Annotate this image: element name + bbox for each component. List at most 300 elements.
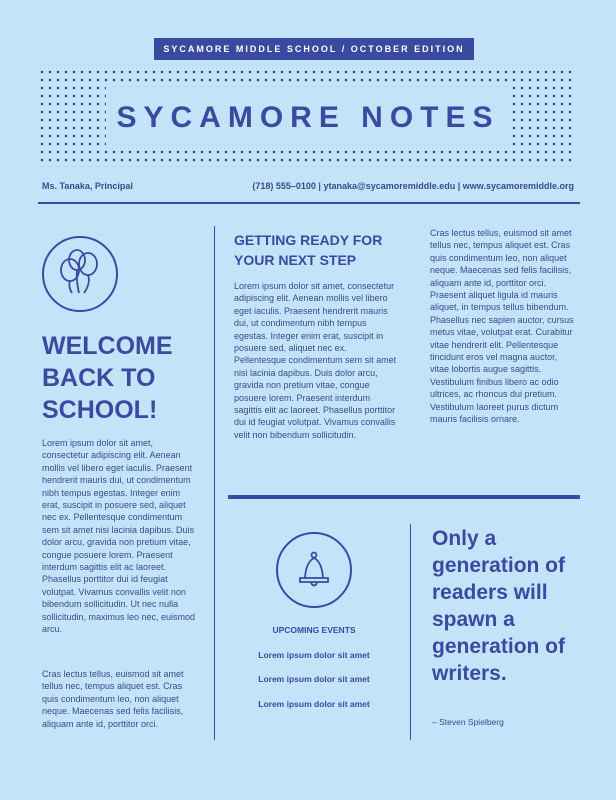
balloons-icon bbox=[55, 248, 105, 300]
pattern-dot bbox=[73, 71, 76, 74]
pattern-dot bbox=[513, 79, 516, 82]
column-divider-right bbox=[410, 524, 411, 740]
pattern-dot bbox=[81, 143, 84, 146]
pattern-dot bbox=[457, 159, 460, 162]
pattern-dot bbox=[513, 151, 516, 154]
pattern-dot bbox=[145, 151, 148, 154]
pattern-dot bbox=[521, 135, 524, 138]
pattern-dot bbox=[505, 79, 508, 82]
pattern-dot bbox=[97, 143, 100, 146]
pattern-dot bbox=[553, 111, 556, 114]
pattern-dot bbox=[377, 159, 380, 162]
pattern-dot bbox=[49, 95, 52, 98]
pattern-dot bbox=[505, 159, 508, 162]
pattern-dot bbox=[329, 79, 332, 82]
pattern-dot bbox=[561, 71, 564, 74]
pattern-dot bbox=[289, 159, 292, 162]
pattern-dot bbox=[81, 159, 84, 162]
pattern-dot bbox=[137, 71, 140, 74]
pattern-dot bbox=[329, 151, 332, 154]
event-item: Lorem ipsum dolor sit amet bbox=[258, 674, 370, 684]
pattern-dot bbox=[57, 159, 60, 162]
pattern-dot bbox=[233, 159, 236, 162]
pattern-dot bbox=[561, 135, 564, 138]
pattern-dot bbox=[105, 79, 108, 82]
pattern-dot bbox=[377, 79, 380, 82]
pattern-dot bbox=[65, 111, 68, 114]
pattern-dot bbox=[465, 79, 468, 82]
pattern-dot bbox=[569, 103, 572, 106]
pattern-dot bbox=[537, 103, 540, 106]
pattern-dot bbox=[257, 71, 260, 74]
contact-row bbox=[42, 181, 574, 195]
pattern-dot bbox=[97, 103, 100, 106]
pattern-dot bbox=[369, 159, 372, 162]
pattern-dot bbox=[57, 87, 60, 90]
pattern-dot bbox=[41, 95, 44, 98]
pattern-dot bbox=[201, 159, 204, 162]
pattern-dot bbox=[129, 79, 132, 82]
pattern-dot bbox=[561, 159, 564, 162]
bell-icon-circle bbox=[276, 532, 352, 608]
pattern-dot bbox=[257, 151, 260, 154]
pattern-dot bbox=[545, 71, 548, 74]
pattern-dot bbox=[97, 135, 100, 138]
pattern-dot bbox=[161, 159, 164, 162]
pattern-dot bbox=[89, 127, 92, 130]
pattern-dot bbox=[529, 95, 532, 98]
pattern-dot bbox=[297, 151, 300, 154]
pattern-dot bbox=[41, 79, 44, 82]
pattern-dot bbox=[217, 159, 220, 162]
pattern-dot bbox=[233, 79, 236, 82]
pattern-dot bbox=[417, 79, 420, 82]
pattern-dot bbox=[161, 151, 164, 154]
pattern-dot bbox=[473, 79, 476, 82]
pattern-dot bbox=[529, 87, 532, 90]
pattern-dot bbox=[569, 95, 572, 98]
pattern-dot bbox=[537, 79, 540, 82]
pattern-dot bbox=[417, 71, 420, 74]
pattern-dot bbox=[137, 79, 140, 82]
pattern-dot bbox=[401, 71, 404, 74]
pattern-dot bbox=[249, 151, 252, 154]
pattern-dot bbox=[521, 159, 524, 162]
pattern-dot bbox=[569, 143, 572, 146]
pattern-dot bbox=[121, 159, 124, 162]
pattern-dot bbox=[393, 151, 396, 154]
pattern-dot bbox=[121, 71, 124, 74]
pattern-dot bbox=[81, 79, 84, 82]
pattern-dot bbox=[553, 95, 556, 98]
pattern-dot bbox=[145, 159, 148, 162]
pattern-dot bbox=[393, 79, 396, 82]
pattern-dot bbox=[545, 151, 548, 154]
pattern-dot bbox=[361, 159, 364, 162]
pattern-dot bbox=[81, 95, 84, 98]
pattern-dot bbox=[497, 151, 500, 154]
pattern-dot bbox=[97, 127, 100, 130]
pattern-dot bbox=[337, 71, 340, 74]
pattern-dot bbox=[505, 151, 508, 154]
pattern-dot bbox=[57, 151, 60, 154]
pattern-dot bbox=[49, 151, 52, 154]
pattern-dot bbox=[385, 159, 388, 162]
pattern-dot bbox=[537, 151, 540, 154]
pattern-dot bbox=[337, 151, 340, 154]
pattern-dot bbox=[89, 135, 92, 138]
pattern-dot bbox=[65, 119, 68, 122]
pattern-dot bbox=[457, 151, 460, 154]
pattern-dot bbox=[113, 151, 116, 154]
pattern-dot bbox=[545, 95, 548, 98]
pattern-dot bbox=[553, 127, 556, 130]
pattern-dot bbox=[41, 111, 44, 114]
pattern-dot bbox=[305, 71, 308, 74]
pattern-dot bbox=[521, 111, 524, 114]
pattern-dot bbox=[73, 119, 76, 122]
pattern-dot bbox=[89, 71, 92, 74]
pattern-dot bbox=[201, 71, 204, 74]
pattern-dot bbox=[233, 151, 236, 154]
pattern-dot bbox=[505, 71, 508, 74]
pattern-dot bbox=[481, 159, 484, 162]
pattern-dot bbox=[329, 159, 332, 162]
pattern-dot bbox=[57, 103, 60, 106]
pattern-dot bbox=[129, 71, 132, 74]
pattern-dot bbox=[57, 119, 60, 122]
pattern-dot bbox=[137, 151, 140, 154]
pattern-dot bbox=[97, 151, 100, 154]
pattern-dot bbox=[313, 71, 316, 74]
pattern-dot bbox=[553, 119, 556, 122]
pattern-dot bbox=[193, 71, 196, 74]
pattern-dot bbox=[289, 71, 292, 74]
pattern-dot bbox=[457, 71, 460, 74]
pattern-dot bbox=[441, 71, 444, 74]
pattern-dot bbox=[297, 159, 300, 162]
pattern-dot bbox=[257, 79, 260, 82]
pattern-dot bbox=[281, 159, 284, 162]
pattern-dot bbox=[73, 79, 76, 82]
pattern-dot bbox=[409, 151, 412, 154]
pattern-dot bbox=[513, 135, 516, 138]
pattern-dot bbox=[225, 159, 228, 162]
pattern-dot bbox=[401, 151, 404, 154]
pattern-dot bbox=[49, 87, 52, 90]
pattern-dot bbox=[81, 135, 84, 138]
pattern-dot bbox=[409, 71, 412, 74]
pattern-dot bbox=[73, 127, 76, 130]
pattern-dot bbox=[361, 71, 364, 74]
pattern-dot bbox=[513, 87, 516, 90]
pattern-dot bbox=[385, 71, 388, 74]
balloons-icon-circle bbox=[42, 236, 118, 312]
pattern-dot bbox=[537, 119, 540, 122]
pattern-dot bbox=[241, 71, 244, 74]
pattern-dot bbox=[473, 151, 476, 154]
pattern-dot bbox=[345, 71, 348, 74]
pattern-dot bbox=[97, 87, 100, 90]
pattern-dot bbox=[521, 103, 524, 106]
pattern-dot bbox=[569, 111, 572, 114]
pull-quote: Only a generation of readers will spawn a generation of writers. bbox=[432, 527, 566, 685]
pattern-dot bbox=[177, 79, 180, 82]
welcome-heading: WELCOME BACK TO SCHOOL! bbox=[42, 332, 173, 424]
quote-author: – Steven Spielberg bbox=[432, 717, 504, 727]
pattern-dot bbox=[425, 79, 428, 82]
pattern-dot bbox=[137, 159, 140, 162]
pattern-dot bbox=[89, 111, 92, 114]
edition-banner: SYCAMORE MIDDLE SCHOOL / OCTOBER EDITION bbox=[154, 38, 474, 60]
pattern-dot bbox=[561, 87, 564, 90]
pattern-dot bbox=[73, 151, 76, 154]
pattern-dot bbox=[345, 79, 348, 82]
pattern-dot bbox=[561, 111, 564, 114]
pattern-dot bbox=[513, 71, 516, 74]
pattern-dot bbox=[513, 103, 516, 106]
pattern-dot bbox=[385, 151, 388, 154]
pattern-dot bbox=[553, 87, 556, 90]
pattern-dot bbox=[513, 119, 516, 122]
pattern-dot bbox=[57, 79, 60, 82]
event-item: Lorem ipsum dolor sit amet bbox=[258, 699, 370, 709]
pattern-dot bbox=[377, 71, 380, 74]
pattern-dot bbox=[305, 79, 308, 82]
pattern-dot bbox=[529, 159, 532, 162]
pattern-dot bbox=[97, 95, 100, 98]
pattern-dot bbox=[537, 135, 540, 138]
pattern-dot bbox=[265, 71, 268, 74]
pattern-dot bbox=[57, 95, 60, 98]
pattern-dot bbox=[513, 159, 516, 162]
pattern-dot bbox=[153, 71, 156, 74]
events-title: UPCOMING EVENTS bbox=[272, 625, 356, 635]
pattern-dot bbox=[569, 151, 572, 154]
pattern-dot bbox=[97, 119, 100, 122]
pattern-dot bbox=[73, 111, 76, 114]
pattern-dot bbox=[449, 79, 452, 82]
pattern-dot bbox=[569, 87, 572, 90]
pattern-dot bbox=[225, 79, 228, 82]
pattern-dot bbox=[273, 79, 276, 82]
pattern-dot bbox=[97, 79, 100, 82]
pattern-dot bbox=[361, 79, 364, 82]
pattern-dot bbox=[537, 95, 540, 98]
pattern-dot bbox=[89, 159, 92, 162]
pattern-dot bbox=[193, 159, 196, 162]
pattern-dot bbox=[257, 159, 260, 162]
pattern-dot bbox=[57, 143, 60, 146]
pattern-dot bbox=[41, 159, 44, 162]
pattern-dot bbox=[473, 71, 476, 74]
pattern-dot bbox=[201, 79, 204, 82]
pattern-dot bbox=[441, 159, 444, 162]
pattern-dot bbox=[561, 151, 564, 154]
pattern-dot bbox=[169, 79, 172, 82]
bell-icon bbox=[292, 548, 336, 592]
pattern-dot bbox=[217, 151, 220, 154]
pattern-dot bbox=[81, 119, 84, 122]
pattern-dot bbox=[513, 111, 516, 114]
pattern-dot bbox=[569, 71, 572, 74]
pattern-dot bbox=[209, 79, 212, 82]
section-divider bbox=[228, 495, 580, 499]
pattern-dot bbox=[561, 143, 564, 146]
pattern-dot bbox=[49, 127, 52, 130]
pattern-dot bbox=[145, 71, 148, 74]
pattern-dot bbox=[569, 127, 572, 130]
pattern-dot bbox=[185, 151, 188, 154]
pattern-dot bbox=[193, 151, 196, 154]
pattern-dot bbox=[169, 151, 172, 154]
pattern-dot bbox=[537, 71, 540, 74]
pattern-dot bbox=[417, 159, 420, 162]
pattern-dot bbox=[561, 103, 564, 106]
pattern-dot bbox=[169, 71, 172, 74]
pattern-dot bbox=[449, 71, 452, 74]
pattern-dot bbox=[281, 151, 284, 154]
pattern-dot bbox=[121, 151, 124, 154]
pattern-dot bbox=[273, 71, 276, 74]
pattern-dot bbox=[49, 143, 52, 146]
pattern-dot bbox=[305, 159, 308, 162]
next-step-heading: GETTING READY FOR YOUR NEXT STEP bbox=[234, 232, 383, 268]
pattern-dot bbox=[225, 71, 228, 74]
pattern-dot bbox=[65, 135, 68, 138]
right-paragraph: Cras lectus tellus, euismod sit amet tellus nec, tempus aliquet est. Cras quis condimentum leo, non aliquet neque. Maecenas sed felis facilisis, aliquam ante id, porttitor orci. Praesent aliquet ligula id mauris aliquet, in tempus tellus bibendum. Phasellus nec sapien auctor, cursus metus vitae, volutpat erat. Curabitur vitae hendrerit elit. Pellentesque tincidunt eros vel magna auctor, vitae lobortis augue sagittis. Vestibulum finibus libero ac odio ultrices, ac rhoncus dui pretium. Vestibulum laoreet purus dictum mauris facilisis ornare. bbox=[430, 228, 574, 425]
pattern-dot bbox=[529, 103, 532, 106]
pattern-dot bbox=[105, 151, 108, 154]
pattern-dot bbox=[81, 151, 84, 154]
pattern-dot bbox=[489, 151, 492, 154]
pattern-dot bbox=[393, 71, 396, 74]
pattern-dot bbox=[161, 79, 164, 82]
pattern-dot bbox=[105, 159, 108, 162]
pattern-dot bbox=[81, 103, 84, 106]
pattern-dot bbox=[385, 79, 388, 82]
pattern-dot bbox=[209, 71, 212, 74]
pattern-dot bbox=[449, 159, 452, 162]
pattern-dot bbox=[65, 127, 68, 130]
pattern-dot bbox=[481, 79, 484, 82]
pattern-dot bbox=[153, 159, 156, 162]
pattern-dot bbox=[561, 119, 564, 122]
pattern-dot bbox=[153, 151, 156, 154]
pattern-dot bbox=[73, 159, 76, 162]
pattern-dot bbox=[369, 151, 372, 154]
pattern-dot bbox=[321, 71, 324, 74]
pattern-dot bbox=[553, 135, 556, 138]
pattern-dot bbox=[513, 95, 516, 98]
pattern-dot bbox=[537, 87, 540, 90]
pattern-dot bbox=[425, 71, 428, 74]
pattern-dot bbox=[345, 159, 348, 162]
pattern-dot bbox=[569, 79, 572, 82]
pattern-dot bbox=[553, 71, 556, 74]
pattern-dot bbox=[65, 103, 68, 106]
pattern-dot bbox=[553, 79, 556, 82]
pattern-dot bbox=[369, 71, 372, 74]
pattern-dot bbox=[145, 79, 148, 82]
pattern-dot bbox=[553, 143, 556, 146]
pattern-dot bbox=[529, 79, 532, 82]
pattern-dot bbox=[73, 143, 76, 146]
pattern-dot bbox=[241, 151, 244, 154]
pattern-dot bbox=[41, 143, 44, 146]
pattern-dot bbox=[545, 143, 548, 146]
pattern-dot bbox=[185, 79, 188, 82]
pattern-dot bbox=[217, 71, 220, 74]
pattern-dot bbox=[481, 71, 484, 74]
pattern-dot bbox=[521, 71, 524, 74]
pattern-dot bbox=[41, 71, 44, 74]
pattern-dot bbox=[529, 135, 532, 138]
column-divider-left bbox=[214, 226, 215, 740]
pattern-dot bbox=[545, 87, 548, 90]
pattern-dot bbox=[177, 159, 180, 162]
pattern-dot bbox=[297, 71, 300, 74]
pattern-dot bbox=[185, 71, 188, 74]
pattern-dot bbox=[201, 151, 204, 154]
pattern-dot bbox=[337, 79, 340, 82]
pattern-dot bbox=[489, 159, 492, 162]
pattern-dot bbox=[89, 95, 92, 98]
pattern-dot bbox=[233, 71, 236, 74]
pattern-dot bbox=[529, 151, 532, 154]
pattern-dot bbox=[41, 87, 44, 90]
pattern-dot bbox=[561, 79, 564, 82]
pattern-dot bbox=[65, 151, 68, 154]
pattern-dot bbox=[89, 87, 92, 90]
pattern-dot bbox=[49, 119, 52, 122]
pattern-dot bbox=[409, 159, 412, 162]
pattern-dot bbox=[529, 119, 532, 122]
pattern-dot bbox=[265, 159, 268, 162]
pattern-dot bbox=[441, 151, 444, 154]
pattern-dot bbox=[273, 159, 276, 162]
pattern-dot bbox=[529, 111, 532, 114]
pattern-dot bbox=[521, 119, 524, 122]
pattern-dot bbox=[417, 151, 420, 154]
pattern-dot bbox=[41, 127, 44, 130]
pattern-dot bbox=[129, 151, 132, 154]
pattern-dot bbox=[529, 127, 532, 130]
pattern-dot bbox=[193, 79, 196, 82]
pattern-dot bbox=[273, 151, 276, 154]
pattern-dot bbox=[537, 159, 540, 162]
welcome-paragraph: Lorem ipsum dolor sit amet, consectetur adipiscing elit. Aenean mollis vel libero eget iaculis. Praesent hendrerit mauris dui, ut condimentum nibh tempus egestas. Integer enim erat, suscipit in posuere sed, aliquet nec ex. Pellentesque condimentum sem sit amet nisi lacinia dapibus. Duis dolor arcu, gravida non pretium vitae, congue posuere lorem. Praesent interdum sagittis elit ac laoreet. Phasellus porttitor dui id feugiat volutpat. Vivamus convallis velit non bibendum sollicitudin. Ut nec nulla sollicitudin, maximus leo nec, euismod arcu. bbox=[42, 438, 196, 635]
pattern-dot bbox=[153, 79, 156, 82]
pattern-dot bbox=[513, 143, 516, 146]
pattern-dot bbox=[321, 151, 324, 154]
pattern-dot bbox=[537, 127, 540, 130]
pattern-dot bbox=[297, 79, 300, 82]
pattern-dot bbox=[249, 159, 252, 162]
pattern-dot bbox=[49, 71, 52, 74]
pattern-dot bbox=[81, 111, 84, 114]
pattern-dot bbox=[473, 159, 476, 162]
pattern-dot bbox=[97, 159, 100, 162]
pattern-dot bbox=[497, 159, 500, 162]
pattern-dot bbox=[433, 159, 436, 162]
pattern-dot bbox=[89, 119, 92, 122]
pattern-dot bbox=[65, 79, 68, 82]
pattern-dot bbox=[73, 87, 76, 90]
pattern-dot bbox=[113, 159, 116, 162]
pattern-dot bbox=[569, 135, 572, 138]
pattern-dot bbox=[545, 103, 548, 106]
